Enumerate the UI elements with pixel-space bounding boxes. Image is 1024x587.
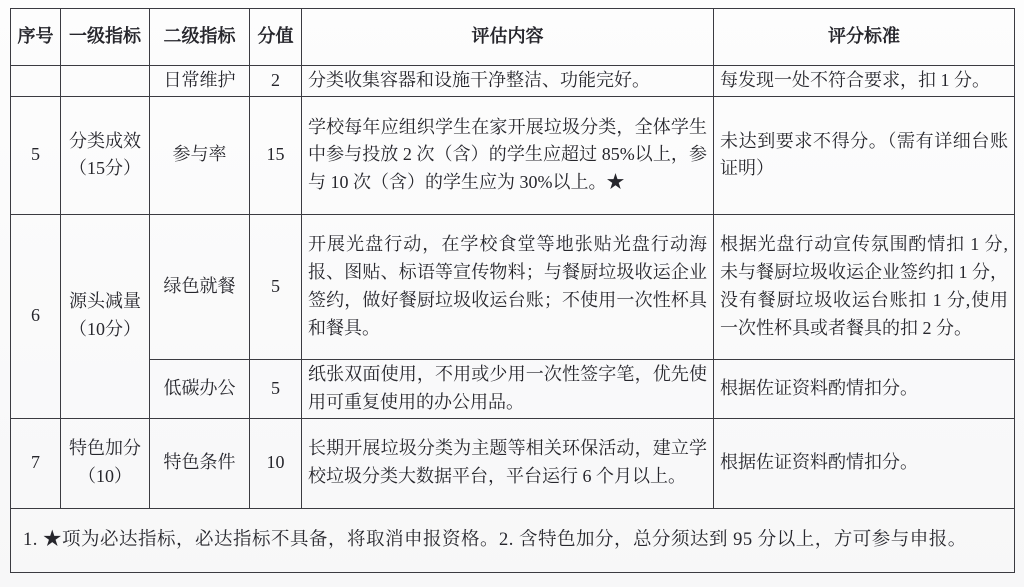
evaluation-rubric-table — [10, 8, 1015, 573]
footnote-text: 1. ★项为必达指标，必达指标不具备，将取消申报资格。2. 含特色加分，总分须达到 95 分以上，方可参与申报。 — [11, 508, 1015, 572]
header-standard: 评分标准 — [714, 9, 1015, 66]
cell-score: 5 — [250, 359, 302, 418]
header-content: 评估内容 — [302, 9, 714, 66]
cell-standard: 根据佐证资料酌情扣分。 — [714, 359, 1015, 418]
cell-score: 2 — [250, 66, 302, 97]
table-row-feature-bonus — [11, 418, 1015, 508]
cell-score: 10 — [250, 418, 302, 508]
cell-level2: 低碳办公 — [150, 359, 250, 418]
cell-no: 7 — [11, 418, 61, 508]
header-row — [11, 9, 1015, 66]
header-level2: 二级指标 — [150, 9, 250, 66]
cell-level1: 源头减量（10分） — [61, 214, 150, 418]
table-row-daily-maintenance — [11, 66, 1015, 97]
cell-no: 5 — [11, 96, 61, 214]
cell-standard: 根据佐证资料酌情扣分。 — [714, 418, 1015, 508]
cell-content: 学校每年应组织学生在家开展垃圾分类，全体学生中参与投放 2 次（含）的学生应超过 85%以上，参与 10 次（含）的学生应为 30%以上。★ — [302, 96, 714, 214]
cell-content: 长期开展垃圾分类为主题等相关环保活动，建立学校垃圾分类大数据平台，平台运行 6 个月以上。 — [302, 418, 714, 508]
cell-level2: 日常维护 — [150, 66, 250, 97]
cell-content: 开展光盘行动，在学校食堂等地张贴光盘行动海报、图贴、标语等宣传物料；与餐厨垃圾收运企业签约，做好餐厨垃圾收运台账；不使用一次性杯具和餐具。 — [302, 214, 714, 359]
footnote-row — [11, 508, 1015, 572]
cell-standard: 每发现一处不符合要求，扣 1 分。 — [714, 66, 1015, 97]
cell-content: 分类收集容器和设施干净整洁、功能完好。 — [302, 66, 714, 97]
cell-level1 — [61, 66, 150, 97]
cell-level2: 参与率 — [150, 96, 250, 214]
cell-no: 6 — [11, 214, 61, 418]
cell-score: 5 — [250, 214, 302, 359]
cell-standard: 未达到要求不得分。（需有详细台账证明） — [714, 96, 1015, 214]
cell-level2: 特色条件 — [150, 418, 250, 508]
header-no: 序号 — [11, 9, 61, 66]
table-row-green-dining — [11, 214, 1015, 359]
cell-score: 15 — [250, 96, 302, 214]
header-level1: 一级指标 — [61, 9, 150, 66]
cell-content: 纸张双面使用，不用或少用一次性签字笔，优先使用可重复使用的办公用品。 — [302, 359, 714, 418]
cell-level1: 特色加分（10） — [61, 418, 150, 508]
cell-no — [11, 66, 61, 97]
table-row-participation-rate — [11, 96, 1015, 214]
table-row-low-carbon-office — [11, 359, 1015, 418]
cell-level2: 绿色就餐 — [150, 214, 250, 359]
cell-level1: 分类成效（15分） — [61, 96, 150, 214]
cell-standard: 根据光盘行动宣传氛围酌情扣 1 分,未与餐厨垃圾收运企业签约扣 1 分，没有餐厨垃圾收运台账扣 1 分,使用一次性杯具或者餐具的扣 2 分。 — [714, 214, 1015, 359]
header-score: 分值 — [250, 9, 302, 66]
